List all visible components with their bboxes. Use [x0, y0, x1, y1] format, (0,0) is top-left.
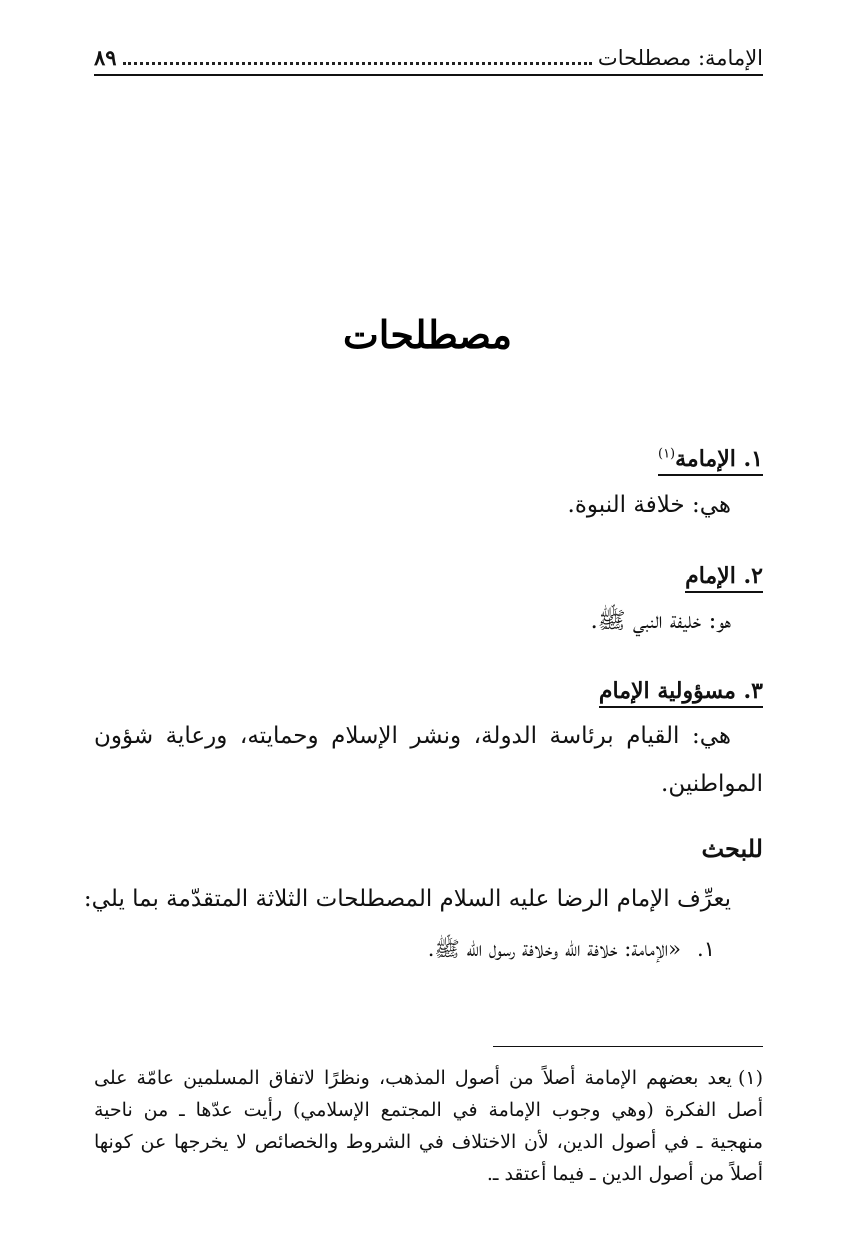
term-heading-label: ١. الإمامة — [675, 446, 763, 472]
research-heading: للبحث — [701, 834, 763, 863]
chapter-title: مصطلحات — [343, 312, 512, 357]
running-title: الإمامة: مصطلحات — [597, 46, 763, 70]
footnote — [94, 1062, 763, 1190]
footnote-reference: (١) — [657, 446, 676, 462]
running-header — [94, 38, 763, 76]
footnote-text: يعد بعضهم الإمامة أصلاً من أصول المذهب، ونظرًا لاتفاق المسلمين عامّة على أصل الفكرة (وهي وجوب الإمامة في المجتمع الإسلامي) رأيت عدّها ـ من ناحية منهجية ـ في أصول الدين، لأن الاختلاف في الشروط والخصائص لا يخرجها عن كونها أصلاً من أصول الدين ـ فيما أعتقد ـ. — [94, 1067, 763, 1185]
term-heading-imam: ٢. الإمام — [685, 563, 763, 593]
term-heading-imam-responsibility: ٣. مسؤولية الإمام — [599, 678, 763, 708]
term-definition-imamate: هي: خلافة النبوة. — [567, 492, 731, 518]
header-leader-dots — [123, 62, 592, 65]
page-number: ٨٩ — [94, 45, 117, 70]
list-item-text: «الإمامة: خلافة الله وخلافة رسول الله ﷺ. — [427, 937, 682, 961]
research-intro: يعرِّف الإمام الرضا عليه السلام المصطلحات الثلاثة المتقدّمة بما يلي: — [83, 886, 731, 912]
footnote-separator — [493, 1046, 763, 1047]
footnote-marker: (١) — [737, 1067, 763, 1089]
list-item-number: ١. — [697, 937, 715, 961]
research-list-item — [428, 936, 715, 967]
term-definition-imam: هو: خليفة النبي ﷺ. — [590, 608, 731, 634]
term-definition-imam-responsibility: هي: القيام برئاسة الدولة، ونشر الإسلام وحمايته، ورعاية شؤون المواطنين. — [94, 723, 763, 797]
term-heading-imamate — [658, 446, 763, 476]
